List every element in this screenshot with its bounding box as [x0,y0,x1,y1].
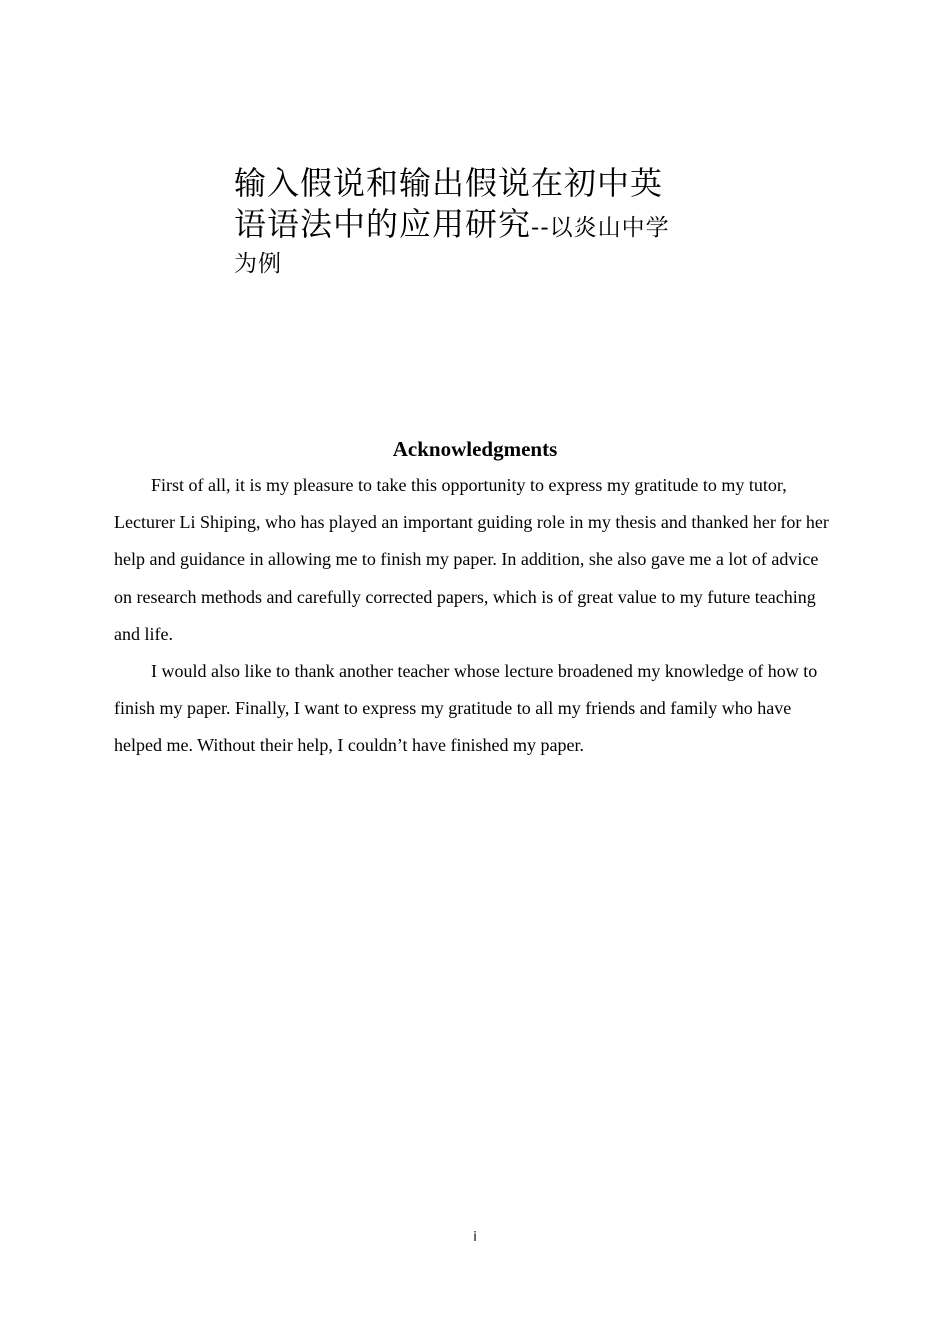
thesis-title-line-1: 输入假说和输出假说在初中英 [234,164,664,202]
acknowledgments-heading: Acknowledgments [392,437,558,461]
thesis-title-line-2-main: 语语法中的应用研究 [234,205,532,243]
acknowledgments-paragraph-2: I would also like to thank another teacher whose lecture broadened my knowledge of how to finish my paper. Finally, I want to express my gratitude to all my friends and family who have helped me. Without their help, I couldn’t have finished my paper. [114,661,818,756]
acknowledgments-paragraph-1: First of all, it is my pleasure to take this opportunity to express my gratitude to my tutor, Lecturer Li Shiping, who has played an important guiding role in my thesis and thanked her for her help and guidance in allowing me to finish my paper. In addition, she also gave me a lot of advice on research methods and carefully corrected papers, which is of great value to my future teaching and life. [114,475,829,644]
thesis-title-line-3: 为例 [234,251,282,277]
thesis-title-line-2-tail: --以炎山中学 [531,215,670,241]
thesis-title [234,163,734,279]
acknowledgments-body [114,467,836,765]
thesis-title-line-2 [234,204,734,249]
page-number: i [473,1230,477,1245]
